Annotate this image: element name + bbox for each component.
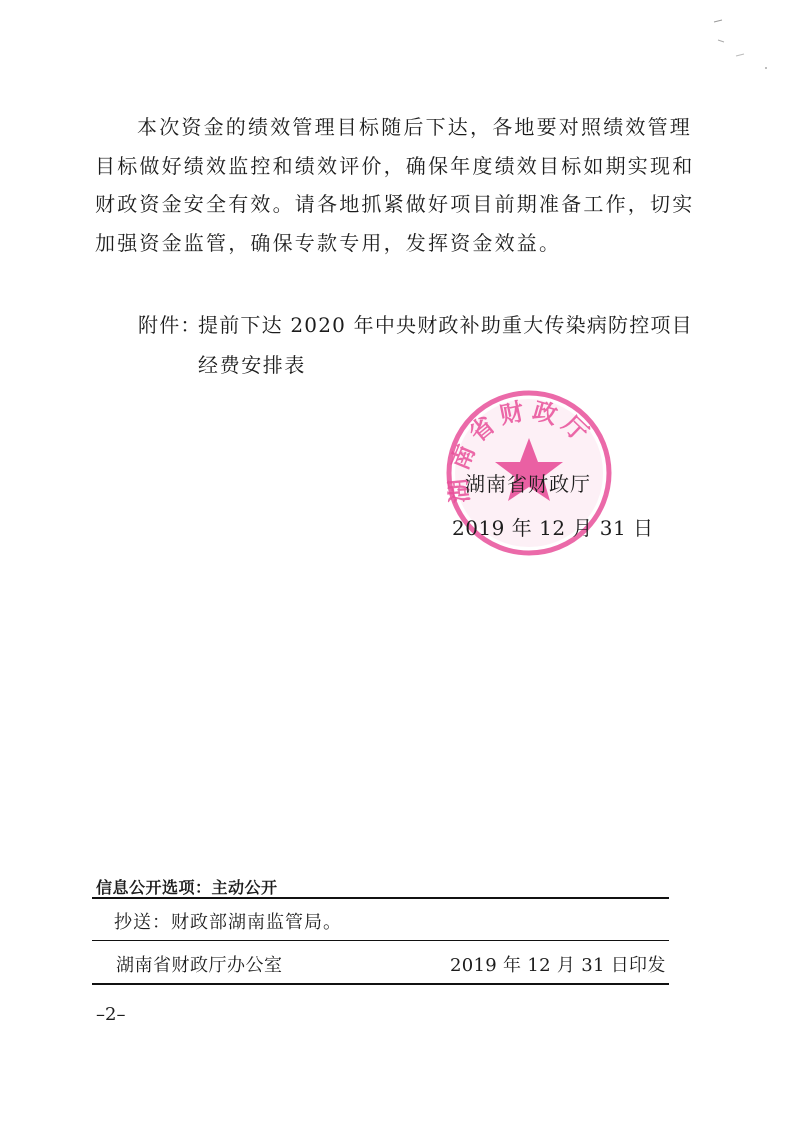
scan-speck-marks [700,10,780,80]
footer-rule-bottom [92,983,669,985]
print-date: 2019 年 12 月 31 日印发 [450,955,666,976]
attachment-title-line1: 提前下达 2020 年中央财政补助重大传染病防控项目 [198,313,693,337]
page-number: –2– [96,1004,126,1025]
cc-recipients: 抄送：财政部湖南监管局。 [114,912,342,933]
attachment-title-line2: 经费安排表 [198,353,306,377]
seal-text: 湖南省财政厅 [444,396,598,505]
body-paragraph: 本次资金的绩效管理目标随后下达，各地要对照绩效管理目标做好绩效监控和绩效评价，确保年度绩效目标如期实现和财政资金安全有效。请各地抓紧做好项目前期准备工作，切实加强资金监管，确保专款专用，发挥资金效益。 [95,115,695,255]
footer-rule-middle [92,940,669,941]
footer-rule-top [92,897,669,899]
issuing-office: 湖南省财政厅办公室 [116,955,283,976]
signature-date: 2019 年 12 月 31 日 [452,516,654,540]
attachment-label: 附件： [138,313,202,337]
issuer-name: 湖南省财政厅 [465,472,591,496]
info-disclosure: 信息公开选项：主动公开 [96,878,278,897]
